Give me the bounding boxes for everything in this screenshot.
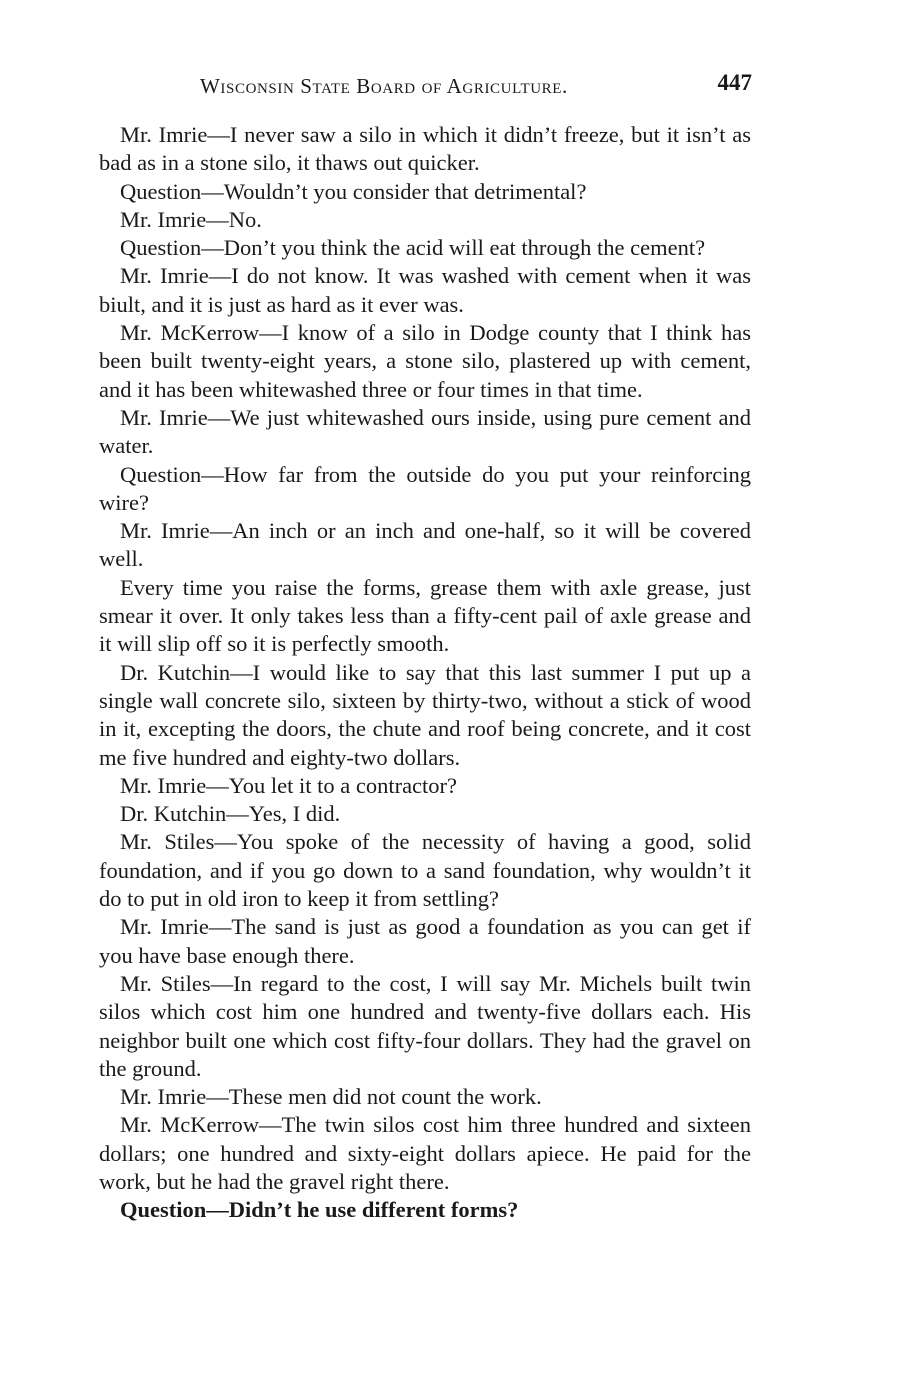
paragraph: Question—Don’t you think the acid will eat through the cement? (120, 235, 706, 261)
paragraph: Mr. Imrie—An inch or an inch and one-half, so it will be covered well. (99, 518, 751, 572)
running-title: Wisconsin State Board of Agriculture. (200, 74, 568, 98)
paragraph: Question—How far from the outside do you put your reinforcing wire? (99, 461, 751, 515)
paragraph: Mr. McKerrow—I know of a silo in Dodge county that I think has been built twenty-eight years, a stone silo, plastered up with cement, and it has been whitewashed three or four times in that time. (99, 320, 751, 402)
paragraph: Question—Wouldn’t you consider that detrimental? (120, 178, 587, 204)
paragraph: Mr. Imrie—No. (120, 206, 262, 232)
paragraph: Mr. McKerrow—The twin silos cost him three hundred and sixteen dollars; one hundred and sixty-eight dollars apiece. He paid for the work, but he had the gravel right there. (99, 1112, 751, 1194)
paragraph: Mr. Imrie—I never saw a silo in which it didn’t freeze, but it isn’t as bad as in a stone silo, it thaws out quicker. (99, 122, 751, 176)
paragraph: Mr. Stiles—You spoke of the necessity of having a good, solid foundation, and if you go down to a sand foundation, why wouldn’t it do to put in old iron to keep it from settling? (99, 829, 751, 912)
paragraph: Dr. Kutchin—Yes, I did. (120, 801, 341, 827)
page-number: 447 (717, 70, 752, 95)
paragraph: Mr. Imrie—You let it to a contractor? (120, 772, 458, 798)
paragraph: Dr. Kutchin—I would like to say that this last summer I put up a single wall concrete silo, sixteen by thirty-two, without a stick of wood in it, excepting the doors, the chute and roof being concrete, and it cost me five hundred and eighty-two dollars. (99, 659, 751, 770)
paragraph: Mr. Stiles—In regard to the cost, I will say Mr. Michels built twin silos which cost him one hundred and twenty-five dollars each. His neighbor built one which cost fifty-four dollars. They had the gravel on the ground. (99, 970, 751, 1081)
paragraph: Mr. Imrie—We just whitewashed ours inside, using pure cement and water. (99, 404, 751, 459)
paragraph: Every time you raise the forms, grease them with axle grease, just smear it over. It only takes less than a fifty-cent pail of axle grease and it will slip off so it is perfectly smooth. (99, 574, 751, 657)
body-text (99, 121, 751, 1225)
paragraph: Mr. Imrie—I do not know. It was washed with cement when it was biult, and it is just as hard as it ever was. (99, 263, 751, 317)
page-header (100, 66, 752, 106)
paragraph: Question—Didn’t he use different forms? (120, 1197, 519, 1223)
paragraph: Mr. Imrie—These men did not count the work. (120, 1084, 542, 1110)
paragraph: Mr. Imrie—The sand is just as good a foundation as you can get if you have base enough there. (99, 914, 751, 968)
